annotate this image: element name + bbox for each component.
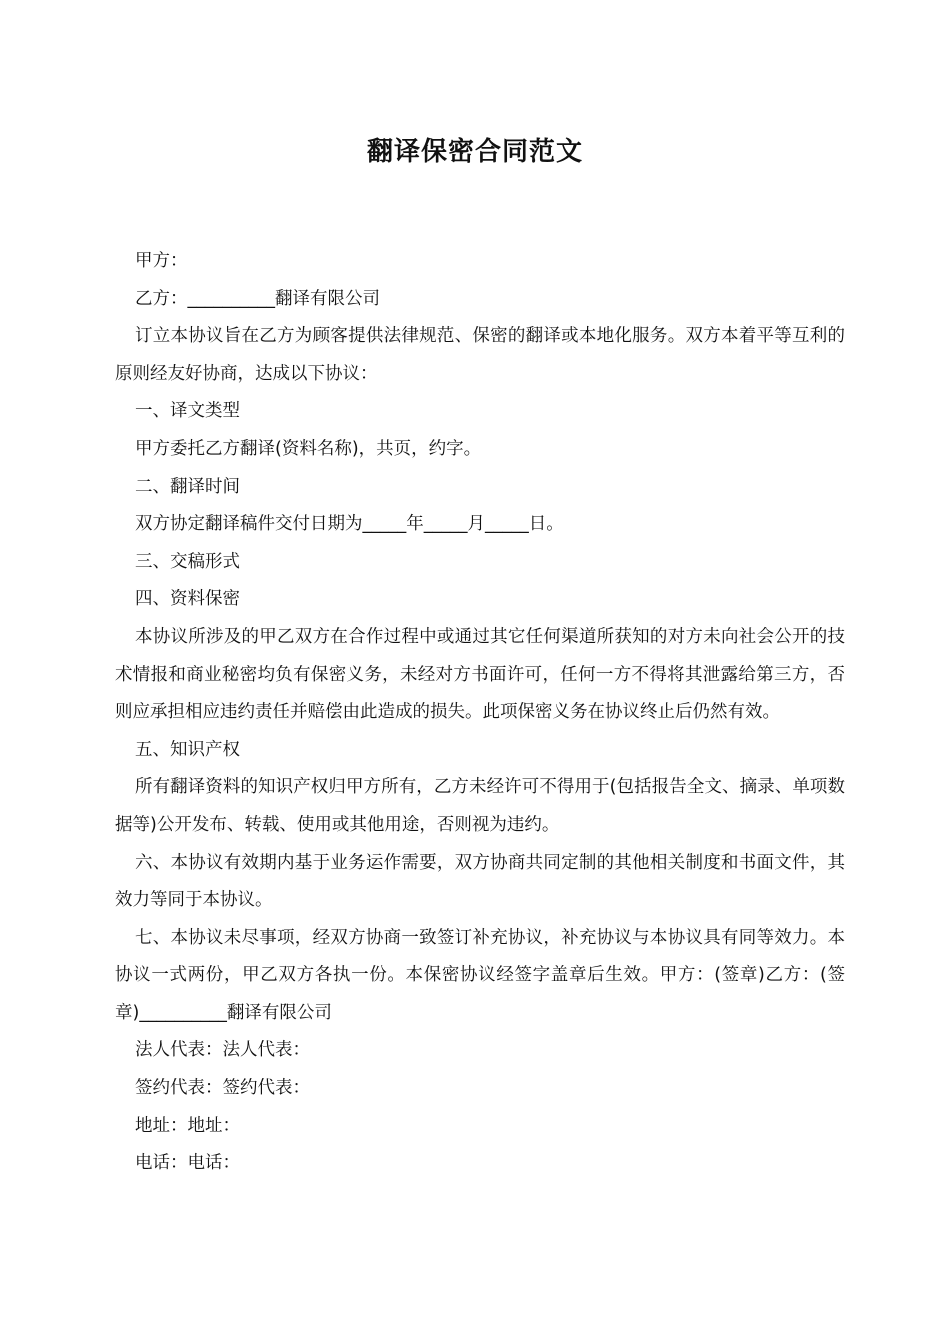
section-heading-4: 四、资料保密 — [135, 589, 240, 610]
section-7-text: 七、本协议未尽事项，经双方协商一致签订补充协议，补充协议与本协议具有同等效力。本协议一式两份，甲乙双方各执一份。本保密协议经签字盖章后生效。甲方：(签章)乙方：(签章)__________翻译有限公司 — [115, 927, 845, 1023]
section-6-text: 六、本协议有效期内基于业务运作需要，双方协商共同定制的其他相关制度和书面文件，其效力等同于本协议。 — [115, 852, 845, 911]
signing-representative-line: 签约代表：签约代表： — [135, 1078, 310, 1099]
address-line: 地址：地址： — [135, 1115, 240, 1136]
section-1-text: 甲方委托乙方翻译(资料名称)，共页，约字。 — [135, 438, 482, 459]
section-heading-5: 五、知识产权 — [135, 739, 240, 760]
legal-representative-line: 法人代表：法人代表： — [135, 1040, 310, 1061]
section-2-text: 双方协定翻译稿件交付日期为_____年_____月_____日。 — [135, 514, 564, 535]
section-heading-3: 三、交稿形式 — [135, 551, 240, 572]
section-heading-1: 一、译文类型 — [135, 401, 240, 422]
party-b-line: 乙方：__________翻译有限公司 — [135, 288, 380, 309]
section-heading-2: 二、翻译时间 — [135, 476, 240, 497]
phone-line: 电话：电话： — [135, 1153, 240, 1174]
document-body — [115, 243, 845, 1183]
document-title: 翻译保密合同范文 — [366, 137, 583, 167]
section-4-text: 本协议所涉及的甲乙双方在合作过程中或通过其它任何渠道所获知的对方未向社会公开的技术情报和商业秘密均负有保密义务，未经对方书面许可，任何一方不得将其泄露给第三方，否则应承担相应违约责任并赔偿由此造成的损失。此项保密义务在协议终止后仍然有效。 — [115, 626, 845, 723]
party-a-line: 甲方： — [135, 251, 188, 271]
intro-paragraph: 订立本协议旨在乙方为顾客提供法律规范、保密的翻译或本地化服务。双方本着平等互利的原则经友好协商，达成以下协议： — [115, 326, 845, 384]
section-5-text: 所有翻译资料的知识产权归甲方所有，乙方未经许可不得用于(包括报告全文、摘录、单项数据等)公开发布、转载、使用或其他用途，否则视为违约。 — [115, 777, 845, 835]
